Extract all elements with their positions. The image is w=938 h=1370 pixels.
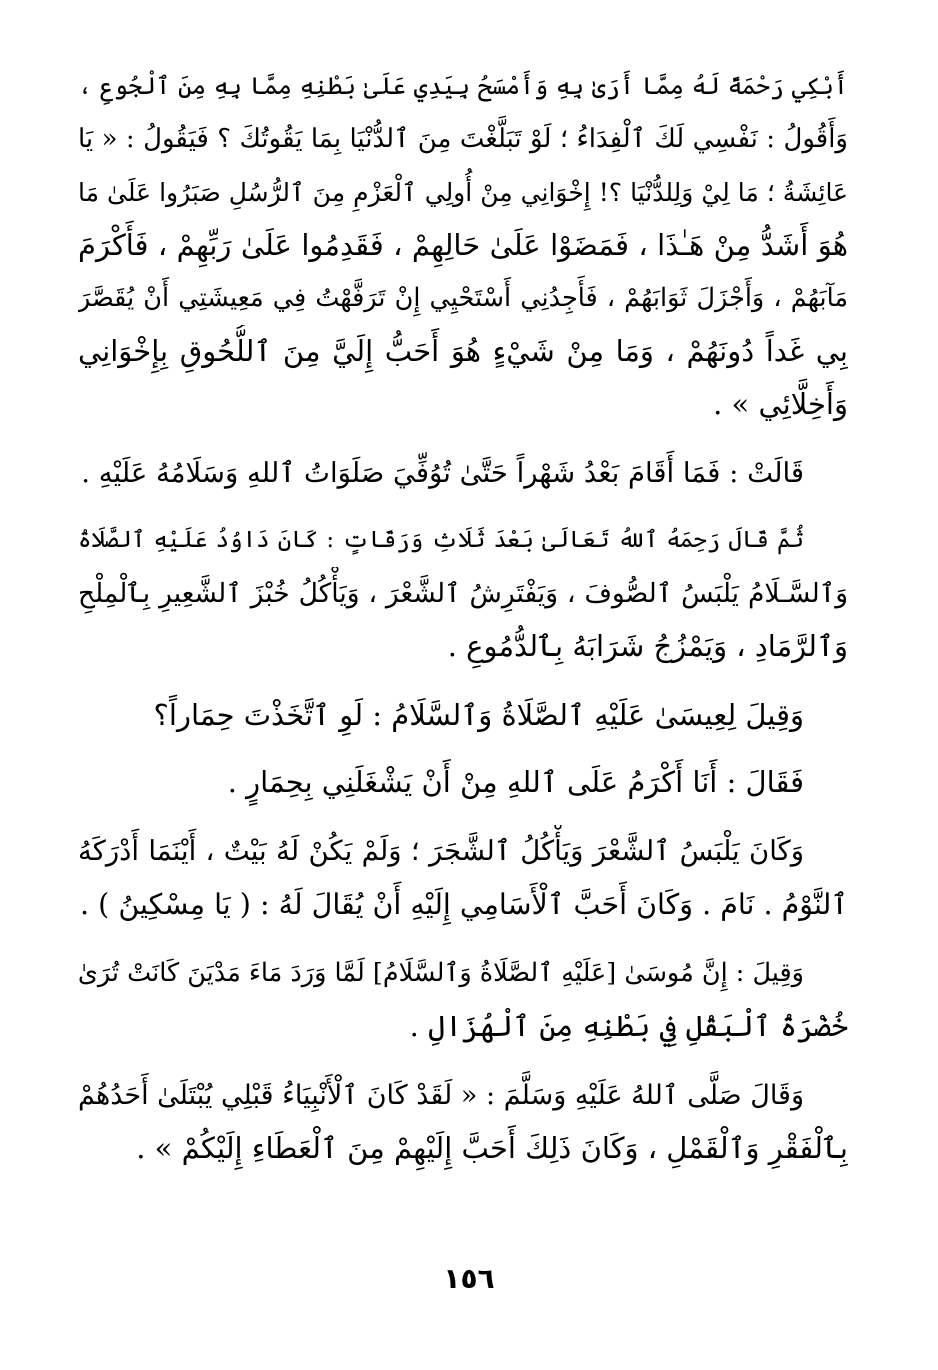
- text-line: عَائِشَةُ ؛ مَا لِيْ وَلِلدُّنْيَا ؟! إِخْوَانِي مِنْ أُولِي ٱلْعَزْمِ مِنَ ٱلرُّسُلِ صَبَرُوا عَلَىٰ مَا: [78, 178, 848, 207]
- text-line: هُوَ أَشَدُّ مِنْ هَـٰذَا ، فَمَضَوْا عَلَىٰ حَالِهِمْ ، فَقَدِمُوا عَلَىٰ رَبِّهِمْ ، فَأَكْرَمَ: [78, 228, 848, 262]
- text-line: وَكَانَ يَلْبَسُ ٱلشَّعْرَ وَيَأْكُلُ ٱلشَّجَرَ ؛ وَلَمْ يَكُنْ لَهُ بَيْتٌ ، أَيْنَمَا أَدْرَكَهُ: [78, 835, 804, 867]
- paragraph-aisha-narration: [78, 60, 848, 431]
- paragraph-isa-question: [78, 689, 848, 742]
- text-line: مَآبَهُمْ ، وَأَجْزَلَ ثَوَابَهُمْ ، فَأَجِدُنِي أَسْتَحْيِي إِنْ تَرَفَّهْتُ فِي مَعِيشَتِي أَنْ يُقَصَّرَ: [78, 283, 848, 313]
- paragraph-dawud: [78, 514, 848, 673]
- page-body: [78, 60, 848, 1310]
- text-line: ثُمَّ قَالَ رَحِمَهُ ٱللهُ تَعَالَىٰ بَعْدَ ثَلَاثِ وَرَقَاتٍ : كَانَ دَاوُدُ عَلَيْهِ ٱلصَّلَاةُ: [78, 527, 804, 553]
- text-line: بِي غَداً دُونَهُمْ ، وَمَا مِنْ شَيْءٍ هُوَ أَحَبُّ إِلَيَّ مِنَ ٱللُّحُوقِ بِإِخْوَانِي: [78, 334, 848, 368]
- text-line: وَقَالَ صَلَّى ٱللهُ عَلَيْهِ وَسَلَّمَ : « لَقَدْ كَانَ ٱلْأَنْبِيَاءُ قَبْلِي يُبْتَلَىٰ أَحَدُهُمْ: [78, 1080, 804, 1111]
- text-line: قَالَتْ : فَمَا أَقَامَ بَعْدُ شَهْراً حَتَّىٰ تُوُفِّيَ صَلَوَاتُ ٱللهِ وَسَلَامُهُ عَلَيْهِ .: [81, 457, 804, 489]
- paragraph-hadith-prophets: [78, 1069, 848, 1175]
- text-line: وَٱلسَّـلَامُ يَلْبَسُ ٱلصُّوفَ ، وَيَفْتَرِشُ ٱلشَّعْرَ ، وَيَأْكُلُ خُبْزَ ٱلشَّعِيرِ بِٱلْمِلْحِ: [78, 578, 848, 609]
- text-line: أَبْكِي رَحْمَةً لَهُ مِمَّا أَرَىٰ بِهِ وَأَمْسَحُ بِيَدِي عَلَىٰ بَطْنِهِ مِمَّا بِهِ مِنَ ٱلْجُوعِ ،: [78, 72, 848, 100]
- text-line: ٱلنَّوْمُ . نَامَ . وَكَانَ أَحَبَّ ٱلْأَسَامِي إِلَيْهِ أَنْ يُقَالَ لَهُ : ( يَا مِسْكِينُ ) .: [80, 888, 848, 921]
- text-line: خُضْرَةُ ٱلْبَقْلِ فِي بَطْنِهِ مِنَ ٱلْهُزَالِ .: [409, 1009, 848, 1043]
- text-line: وَأَقُولُ : نَفْسِي لَكَ ٱلْفِدَاءُ ؛ لَوْ تَبَلَّغْتَ مِنَ ٱلدُّنْيَا بِمَا يَقُوتُكَ ؟ فَيَقُولُ : « يَا: [78, 124, 848, 154]
- text-line: وَٱلرَّمَادِ ، وَيَمْزُجُ شَرَابَهُ بِٱلدُّمُوعِ .: [447, 629, 848, 663]
- text-line: فَقَالَ : أَنَا أَكْرَمُ عَلَى ٱللهِ مِنْ أَنْ يَشْغَلَنِي بِحِمَارٍ .: [227, 765, 804, 799]
- paragraph-musa: [78, 947, 848, 1053]
- paragraph-isa-answer: [78, 756, 848, 809]
- text-line: وَقِيلَ : إِنَّ مُوسَىٰ [عَلَيْهِ ٱلصَّلَاةُ وَٱلسَّلَامُ] لَمَّا وَرَدَ مَاءَ مَدْيَنَ كَانَتْ تُرَىٰ: [78, 958, 804, 988]
- paragraph-qalat: [78, 447, 848, 500]
- paragraph-isa-life: [78, 825, 848, 931]
- page-number: ١٥٦: [443, 1262, 495, 1295]
- text-line: وَقِيلَ لِعِيسَىٰ عَلَيْهِ ٱلصَّلَاةُ وَٱلسَّلَامُ : لَوِ ٱتَّخَذْتَ حِمَاراً؟: [153, 698, 804, 732]
- text-line: بِٱلْفَقْرِ وَٱلْقَمْلِ ، وَكَانَ ذَلِكَ أَحَبَّ إِلَيْهِمْ مِنَ ٱلْعَطَاءِ إِلَيْكُمْ » .: [136, 1131, 848, 1165]
- text-line: وَأَخِلَّائِي » .: [713, 387, 848, 421]
